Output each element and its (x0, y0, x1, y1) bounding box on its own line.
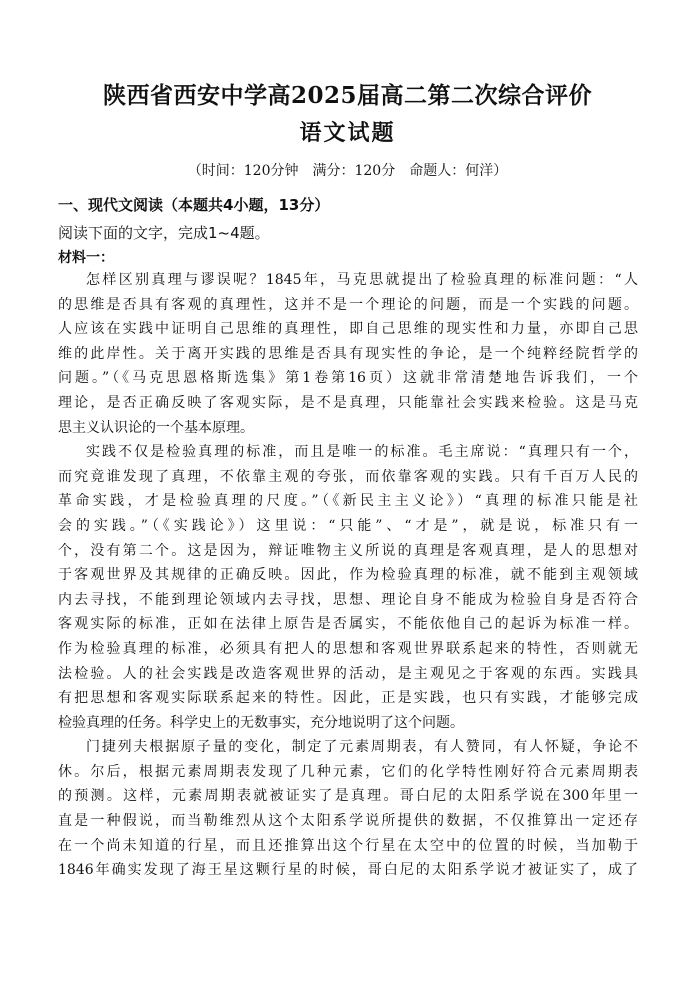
passage-line: 理论，是否正确反映了客观实际，是不是真理，只能靠社会实践来检验。这是马克 (58, 394, 638, 411)
passage-body (58, 268, 638, 883)
passage-line: 人应该在实践中证明自己思维的真理性，即自己思维的现实性和力量，亦即自己思 (58, 321, 638, 338)
exam-subtitle: 语文试题 (299, 120, 396, 146)
passage-line: 门捷列夫根据原子量的变化，制定了元素周期表，有人赞同，有人怀疑，争论不 (86, 739, 638, 756)
passage-line: 法检验。人的社会实践是改造客观世界的活动，是主观见之于客观的东西。实践具 (58, 665, 638, 682)
passage-line: 1846年确实发现了海王星这颗行星的时候，哥白尼的太阳系学说才被证实了，成了 (58, 862, 638, 879)
passage-line: 会的实践。”（《实践论》）这里说：“只能”、“才是”，就是说，标准只有一 (58, 517, 638, 534)
passage-line: 于客观世界及其规律的正确反映。因此，作为检验真理的标准，就不能到主观领域 (58, 567, 638, 584)
passage-line: 有把思想和客观实际联系起来的特性。因此，正是实践，也只有实践，才能够完成 (58, 690, 638, 707)
passage-line: 实践不仅是检验真理的标准，而且是唯一的标准。毛主席说：“真理只有一个， (86, 444, 638, 461)
passage-line: 而究竟谁发现了真理，不依靠主观的夸张，而依靠客观的实践。只有千百万人民的 (58, 468, 638, 485)
exam-meta: （时间：120分钟 满分：120分 命题人：何洋） (187, 163, 508, 179)
exam-title: 陕西省西安中学高2025届高二第二次综合评价 (102, 82, 592, 109)
material-label: 材料一： (58, 250, 114, 266)
passage-line: 个，没有第二个。这是因为，辩证唯物主义所说的真理是客观真理，是人的思想对 (58, 542, 638, 559)
passage-line: 的思维是否具有客观的真理性，这并不是一个理论的问题，而是一个实践的问题。 (58, 296, 638, 313)
passage-line: 在一个尚未知道的行星，而且还推算出这个行星在太空中的位置的时候，当加勒于 (58, 837, 638, 854)
passage-line: 思主义认识论的一个基本原理。 (58, 419, 254, 436)
passage-line: 休。尔后，根据元素周期表发现了几种元素，它们的化学特性刚好符合元素周期表 (58, 763, 638, 780)
passage-line: 客观实际的标准，正如在法律上原告是否属实，不能依他自己的起诉为标准一样。 (58, 616, 638, 633)
passage-line: 检验真理的任务。科学史上的无数事实，充分地说明了这个问题。 (58, 714, 464, 731)
passage-line: 革命实践，才是检验真理的尺度。”（《新民主主义论》）“真理的标准只能是社 (58, 493, 638, 510)
passage-line: 直是一种假说，而当勒维烈从这个太阳系学说所提供的数据，不仅推算出一定还存 (58, 813, 638, 830)
passage-line: 内去寻找，不能到理论领域内去寻找，思想、理论自身不能成为检验自身是否符合 (58, 591, 638, 608)
passage-line: 问题。”（《马克思恩格斯选集》第1卷第16页）这就非常清楚地告诉我们，一个 (58, 370, 638, 387)
passage-line: 维的此岸性。关于离开实践的思维是否具有现实性的争论，是一个纯粹经院哲学的 (58, 345, 638, 362)
reading-instruction: 阅读下面的文字，完成1~4题。 (58, 224, 270, 242)
passage-line: 怎样区别真理与谬误呢？1845年，马克思就提出了检验真理的标准问题：“人 (86, 272, 638, 288)
passage-line: 作为检验真理的标准，必须具有把人的思想和客观世界联系起来的特性，否则就无 (58, 640, 638, 657)
section-heading: 一、现代文阅读（本题共4小题，13分） (58, 196, 330, 214)
passage-line: 的预测。这样，元素周期表就被证实了是真理。哥白尼的太阳系学说在300年里一 (58, 788, 638, 805)
